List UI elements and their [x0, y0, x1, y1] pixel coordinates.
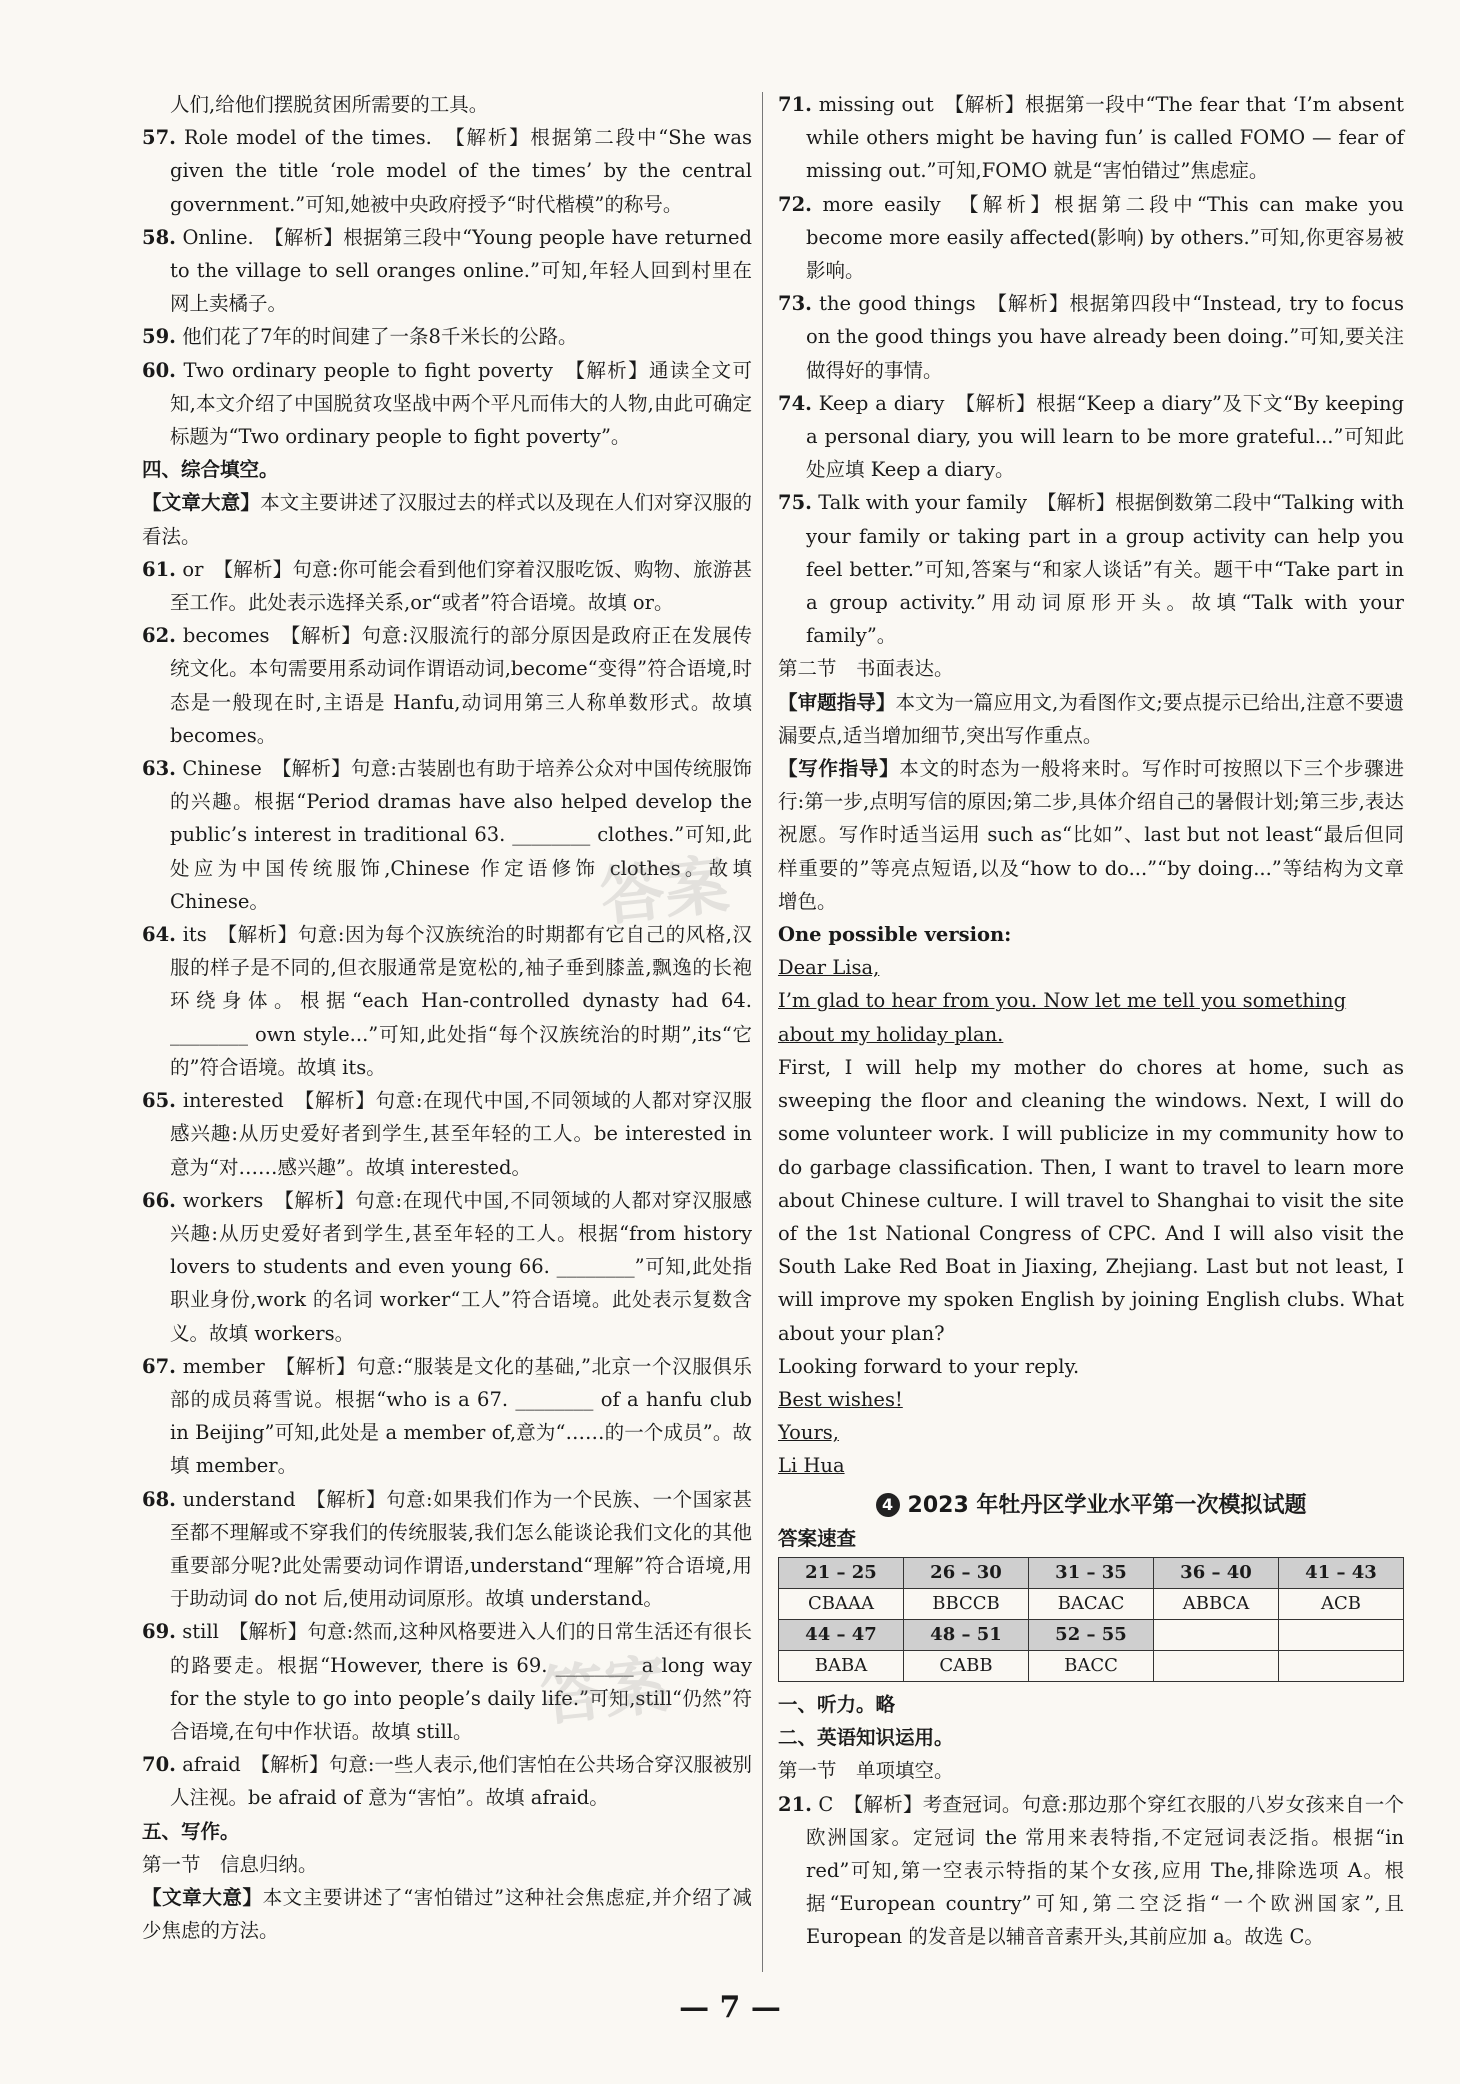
- answer-62: [142, 619, 752, 752]
- item-text: Chinese 【解析】句意:古装剧也有助于培养公众对中国传统服饰的兴趣。根据“Period dramas have also helped develop the public’s interest in traditional 63. ________ clothes.”可知,此处应为中国传统服饰,Chinese 作定语修饰 clothes。故填 Chinese。: [170, 757, 753, 913]
- guide-text: 本文为一篇应用文,为看图作文;要点提示已给出,注意不要遗漏要点,适当增加细节,突出写作重点。: [778, 690, 1404, 747]
- section-heading-4: 四、综合填空。: [142, 458, 279, 482]
- answer-59: [142, 320, 752, 353]
- item-number: 63.: [142, 757, 176, 781]
- section-5-part-1: 第一节 信息归纳。: [142, 1852, 318, 1876]
- table-cell: BABA: [779, 1650, 904, 1681]
- item-text: Role model of the times. 【解析】根据第二段中“She was given the title ‘role model of the times’ by the central government.”可知,她被中央政府授予“时代楷模”的称号。: [170, 126, 753, 216]
- letter-body: First, I will help my mother do chores at home, such as sweeping the floor and cleaning the windows. Next, I will do some volunteer work. I will publicize in my community how to do garbage classification. Then, I want to travel to learn more about Chinese culture. I will travel to Shanghai to visit the site of the 1st National Congress of CPC. And I will also visit the South Lake Red Boat in Jiaxing, Zhejiang. Last but not least, I will improve my spoken English by joining English clubs. What about your plan?: [778, 1055, 1404, 1345]
- item-number: 71.: [778, 93, 812, 116]
- item-text: becomes 【解析】句意:汉服流行的部分原因是政府正在发展传统文化。本句需要用系动词作谓语动词,become“变得”符合语境,时态是一般现在时,主语是 Hanfu,动词用第三人称单数形式。故填 becomes。: [170, 624, 752, 747]
- item-number: 67.: [142, 1354, 176, 1378]
- answer-74: [778, 387, 1404, 487]
- letter-yours: Yours,: [778, 1421, 840, 1445]
- table-cell: 44 – 47: [779, 1619, 904, 1650]
- item-text: missing out 【解析】根据第一段中“The fear that ‘I’m absent while others might be having fun’ is called FOMO — fear of missing out.”可知,FOMO 就是“害怕错过”焦虑症。: [806, 93, 1404, 183]
- answer-64: [142, 918, 752, 1084]
- item-text: C 【解析】考查冠词。句意:那边那个穿红衣服的八岁女孩来自一个欧洲国家。定冠词 the 常用来表特指,不定冠词表泛指。根据“in red”可知,第一空表示特指的某个女孩,应用 The,排除选项 A。根据“European country”可知,第二空泛指“一个欧洲国家”,且 European 的发音是以辅音音素开头,其前应加 a。故选 C。: [806, 1792, 1404, 1949]
- answer-70: [142, 1748, 752, 1814]
- item-text: the good things 【解析】根据第四段中“Instead, try to focus on the good things you have already been doing.”可知,要关注做得好的事情。: [806, 292, 1405, 382]
- table-cell: 52 – 55: [1029, 1619, 1154, 1650]
- column-divider: [762, 92, 763, 1972]
- table-cell: 36 – 40: [1154, 1557, 1279, 1588]
- answer-66: [142, 1184, 752, 1350]
- summary-text: 本文主要讲述了汉服过去的样式以及现在人们对穿汉服的看法。: [142, 491, 752, 548]
- item-number: 65.: [142, 1089, 176, 1113]
- table-cell: BACC: [1029, 1650, 1154, 1681]
- review-guide: [778, 686, 1404, 752]
- item-text: Two ordinary people to fight poverty 【解析】通读全文可知,本文介绍了中国脱贫攻坚战中两个平凡而伟大的人物,由此可确定标题为“Two ordinary people to fight poverty”。: [170, 358, 752, 449]
- section-4-summary: [142, 486, 752, 552]
- item-number: 72.: [778, 192, 812, 216]
- answer-table: [778, 1557, 1404, 1682]
- section-heading-5: 五、写作。: [142, 1819, 240, 1843]
- item-text: Online. 【解析】根据第三段中“Young people have returned to the village to sell oranges online.”可知,年轻人回到村里在网上卖橘子。: [170, 225, 752, 316]
- guide-tag: 【写作指导】: [778, 757, 900, 781]
- item-number: 60.: [142, 358, 176, 382]
- item-text: interested 【解析】句意:在现代中国,不同领域的人都对穿汉服感兴趣:从历史爱好者到学生,甚至年轻的工人。be interested in 意为“对……感兴趣”。故填 interested。: [170, 1089, 752, 1179]
- summary-tag: 【文章大意】: [142, 1885, 263, 1909]
- item-text: 他们花了7年的时间建了一条8千米长的公路。: [182, 325, 578, 349]
- answer-73: [778, 287, 1404, 387]
- single-choice-heading: 第一节 单项填空。: [778, 1759, 954, 1783]
- item-number: 59.: [142, 325, 176, 349]
- paper-title-row: [778, 1489, 1404, 1522]
- answer-75: [778, 486, 1404, 652]
- table-cell: [1279, 1619, 1404, 1650]
- table-cell: 31 – 35: [1029, 1557, 1154, 1588]
- answer-61: [142, 553, 752, 619]
- table-cell: 21 – 25: [779, 1557, 904, 1588]
- item-number: 61.: [142, 557, 176, 581]
- letter-signature: Li Hua: [778, 1454, 845, 1478]
- answer-quick-check-heading: 答案速查: [778, 1526, 857, 1550]
- guide-text: 本文的时态为一般将来时。写作时可按照以下三个步骤进行:第一步,点明写信的原因;第二步,具体介绍自己的暑假计划;第三步,表达祝愿。写作时适当运用 such as“比如”、last but not least“最后但同样重要的”等亮点短语,以及“how to do...”“by doing...”等结构为文章增色。: [778, 757, 1404, 913]
- letter-wishes: Best wishes!: [778, 1387, 903, 1411]
- table-cell: 26 – 30: [904, 1557, 1029, 1588]
- section-5-summary: [142, 1881, 752, 1947]
- table-row: [779, 1557, 1404, 1588]
- watermark: 答案: [537, 1648, 673, 1736]
- item-number: 75.: [778, 491, 812, 515]
- table-cell: [1154, 1650, 1279, 1681]
- item-text: afraid 【解析】句意:一些人表示,他们害怕在公共场合穿汉服被别人注视。be afraid of 意为“害怕”。故填 afraid。: [170, 1753, 752, 1810]
- item-number: 73.: [778, 292, 812, 316]
- page-number: — 7 —: [679, 1990, 781, 2025]
- item-text: Keep a diary 【解析】根据“Keep a diary”及下文“By keeping a personal diary, you will learn to be more grateful...”可知此处应填 Keep a diary。: [806, 391, 1404, 482]
- table-row: [779, 1588, 1404, 1619]
- table-cell: BBCCB: [904, 1588, 1029, 1619]
- writing-part-2-heading: 第二节 书面表达。: [778, 657, 954, 681]
- guide-tag: 【审题指导】: [778, 690, 896, 714]
- table-cell: ABBCA: [1154, 1588, 1279, 1619]
- right-column: [778, 88, 1404, 1954]
- watermark: 答案: [597, 848, 733, 936]
- item-text: or 【解析】句意:你可能会看到他们穿着汉服吃饭、购物、旅游甚至工作。此处表示选择关系,or“或者”符合语境。故填 or。: [170, 557, 752, 615]
- continued-text: 人们,给他们摆脱贫困所需要的工具。: [170, 93, 489, 116]
- table-cell: BACAC: [1029, 1588, 1154, 1619]
- knowledge-section: 二、英语知识运用。: [778, 1726, 954, 1750]
- table-cell: [1279, 1650, 1404, 1681]
- listening-section: 一、听力。略: [778, 1692, 896, 1716]
- item-number: 74.: [778, 391, 812, 415]
- answer-58: [142, 221, 752, 321]
- item-text: workers 【解析】句意:在现代中国,不同领域的人都对穿汉服感兴趣:从历史爱好者到学生,甚至年轻的工人。根据“from history lovers to students and even young 66. ________”可知,此处指职业身份,work 的名词 worker“工人”符合语境。此处表示复数含义。故填 workers。: [170, 1188, 752, 1345]
- item-number: 21.: [778, 1792, 812, 1816]
- item-number: 69.: [142, 1620, 176, 1644]
- item-number: 64.: [142, 923, 176, 947]
- sample-letter: [778, 918, 1404, 1482]
- table-cell: [1154, 1619, 1279, 1650]
- item-text: member 【解析】句意:“服装是文化的基础,”北京一个汉服俱乐部的成员蒋雪说。根据“who is a 67. ________ of a hanfu club in Beijing”可知,此处是 a member of,意为“……的一个成员”。故填 member。: [170, 1354, 752, 1478]
- item-text: understand 【解析】句意:如果我们作为一个民族、一个国家甚至都不理解或不穿我们的传统服装,我们怎么能谈论我们文化的其他重要部分呢?此处需要动词作谓语,understand“理解”符合语境,用于助动词 do not 后,使用动词原形。故填 understand。: [170, 1487, 753, 1611]
- table-cell: 41 – 43: [1279, 1557, 1404, 1588]
- item-number: 62.: [142, 624, 176, 648]
- item-number: 58.: [142, 225, 176, 249]
- answer-60: [142, 354, 752, 454]
- table-cell: CBAAA: [779, 1588, 904, 1619]
- answer-57: [142, 121, 752, 221]
- summary-tag: 【文章大意】: [142, 491, 261, 515]
- answer-71: [778, 88, 1404, 188]
- version-label: One possible version:: [778, 923, 1012, 947]
- item-number: 70.: [142, 1753, 176, 1777]
- letter-salutation: Dear Lisa,: [778, 956, 880, 980]
- item-number: 57.: [142, 126, 176, 150]
- table-cell: ACB: [1279, 1588, 1404, 1619]
- answer-21: [778, 1788, 1404, 1954]
- paper-title: 2023 年牡丹区学业水平第一次模拟试题: [907, 1492, 1307, 1518]
- item-text: Talk with your family 【解析】根据倒数第二段中“Talking with your family or taking part in a group activity can help you feel better.”可知,答案与“和家人谈话”有关。题干中“Take part in a group activity.”用动词原形开头。故填“Talk with your family”。: [806, 491, 1404, 648]
- paper-number-badge: 4: [876, 1493, 900, 1517]
- answer-65: [142, 1084, 752, 1184]
- table-row: [779, 1619, 1404, 1650]
- item-number: 68.: [142, 1487, 176, 1511]
- item-text: still 【解析】句意:然而,这种风格要进入人们的日常生活还有很长的路要走。根据“However, there is 69. ________ a long way for the style to go into people’s daily life.”可知,still“仍然”符合语境,在句中作状语。故填 still。: [170, 1620, 752, 1743]
- item-text: its 【解析】句意:因为每个汉族统治的时期都有它自己的风格,汉服的样子是不同的,但衣服通常是宽松的,袖子垂到膝盖,飘逸的长袍环绕身体。根据“each Han-controlled dynasty had 64. ________ own style...”可知,此处指“每个汉族统治的时期”,its“它的”符合语境。故填 its。: [170, 923, 752, 1079]
- letter-closing: Looking forward to your reply.: [778, 1354, 1080, 1378]
- item-text: more easily 【解析】根据第二段中“This can make you become more easily affected(影响) by others.”可知,你更容易被影响。: [806, 192, 1404, 283]
- item-number: 66.: [142, 1188, 176, 1212]
- summary-text: 本文主要讲述了“害怕错过”这种社会焦虑症,并介绍了减少焦虑的方法。: [142, 1885, 752, 1943]
- answer-67: [142, 1350, 752, 1483]
- table-cell: CABB: [904, 1650, 1029, 1681]
- table-cell: 48 – 51: [904, 1619, 1029, 1650]
- letter-opening: I’m glad to hear from you. Now let me tell you something about my holiday plan.: [778, 989, 1347, 1046]
- table-row: [779, 1650, 1404, 1681]
- writing-guide: [778, 752, 1404, 918]
- answer-72: [778, 188, 1404, 288]
- answer-68: [142, 1483, 752, 1616]
